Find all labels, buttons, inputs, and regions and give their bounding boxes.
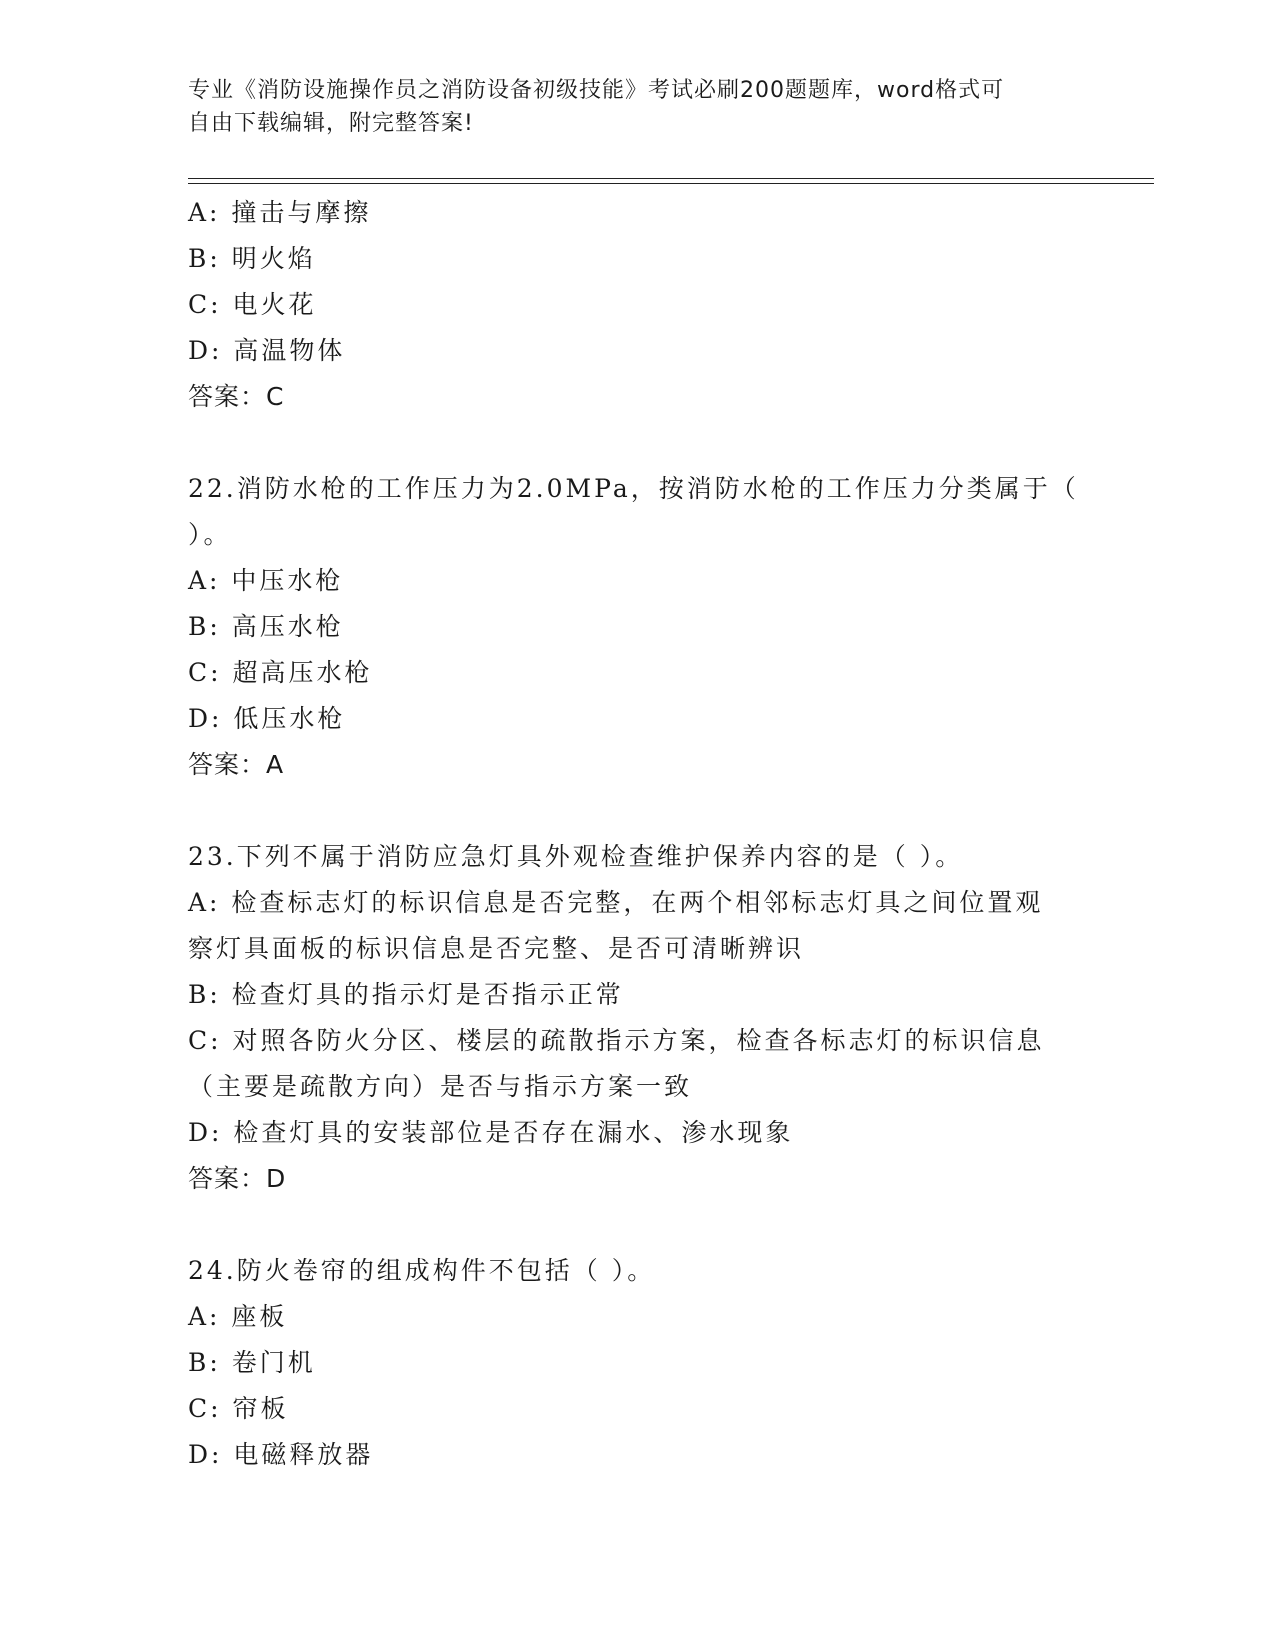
spacer [188,1202,1088,1248]
option-b: B: 检查灯具的指示灯是否指示正常 [188,980,624,1009]
header-divider-top [188,178,1154,179]
question-24-block [188,1248,1088,1478]
question-21-block [188,190,1088,420]
option-a: A: 撞击与摩擦 [188,198,372,227]
option-c: C: 对照各防火分区、楼层的疏散指示方案，检查各标志灯的标识信息 [188,1026,1045,1055]
answer-line: 答案：D [188,1164,287,1193]
question-stem: 24.防火卷帘的组成构件不包括（ ）。 [188,1256,656,1285]
option-b: B: 高压水枪 [188,612,344,641]
answer-line: 答案：A [188,750,285,779]
option-d: D: 检查灯具的安装部位是否存在漏水、渗水现象 [188,1118,794,1147]
spacer [188,420,1088,466]
answer-line: 答案：C [188,382,285,411]
header-line-2: 自由下载编辑，附完整答案! [188,111,474,136]
option-c: C: 帘板 [188,1394,289,1423]
option-d: D: 高温物体 [188,336,346,365]
option-b: B: 卷门机 [188,1348,316,1377]
option-b: B: 明火焰 [188,244,316,273]
option-a: A: 中压水枪 [188,566,344,595]
question-stem-continued: ）。 [188,520,232,549]
option-c: C: 电火花 [188,290,317,319]
question-23-block [188,834,1088,1202]
option-c: C: 超高压水枪 [188,658,373,687]
header-line-1: 专业《消防设施操作员之消防设备初级技能》考试必刷200题题库，word格式可 [188,78,1005,103]
option-d: D: 电磁释放器 [188,1440,374,1469]
document-header [188,74,1088,140]
option-d: D: 低压水枪 [188,704,346,733]
question-22-block [188,466,1088,788]
question-list [188,190,1088,1478]
question-stem: 23.下列不属于消防应急灯具外观检查维护保养内容的是（ ）。 [188,842,964,871]
question-stem: 22.消防水枪的工作压力为2.0MPa，按消防水枪的工作压力分类属于（ [188,474,1079,503]
option-a: A: 检查标志灯的标识信息是否完整，在两个相邻标志灯具之间位置观 [188,888,1044,917]
option-a: A: 座板 [188,1302,288,1331]
option-a-continued: 察灯具面板的标识信息是否完整、是否可清晰辨识 [188,934,805,963]
option-c-continued: （主要是疏散方向）是否与指示方案一致 [188,1072,693,1101]
header-divider-bottom [188,183,1154,184]
spacer [188,788,1088,834]
